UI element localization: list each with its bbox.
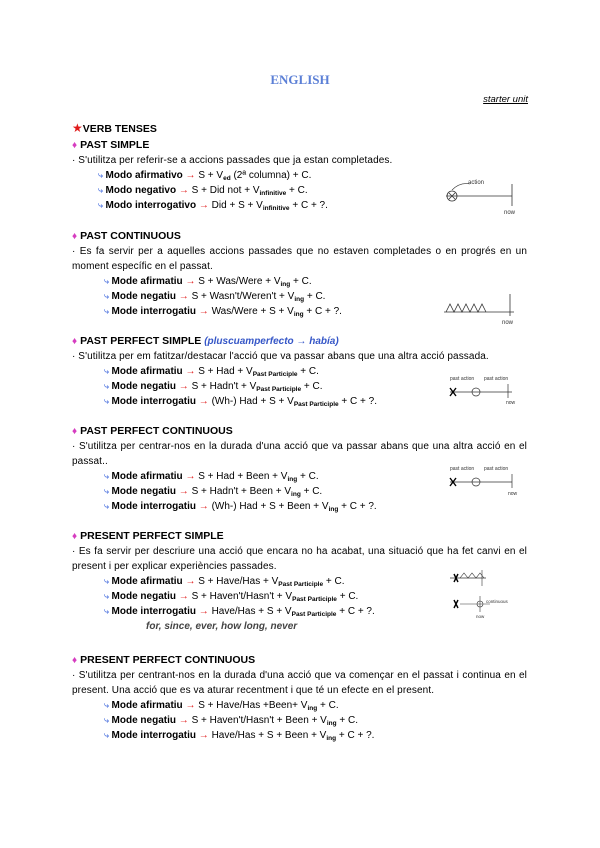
past-action-label: past action bbox=[450, 376, 475, 382]
formula-text: + C. bbox=[290, 276, 312, 287]
formula-text: + C. bbox=[297, 366, 319, 377]
section-note: (pluscuamperfecto → había) bbox=[204, 336, 339, 347]
hook-arrow-icon: ⤷ bbox=[104, 606, 112, 616]
formula-text: + C + ?. bbox=[336, 606, 375, 617]
mode-label: Modo negativo bbox=[105, 185, 177, 196]
formula-text: S + Did not + V bbox=[191, 185, 260, 196]
arrow-right-icon: → bbox=[196, 200, 212, 211]
verb-form-subscript: infinitive bbox=[262, 205, 290, 212]
section-description: · Es fa servir per descriure una acció que encara no ha acabat, una situació que ha fet canvi en el present i per explicar experiències passades. bbox=[72, 546, 527, 572]
formula-text: + C. bbox=[304, 291, 326, 302]
verb-form-subscript: ed bbox=[223, 175, 231, 182]
hook-arrow-icon: ⤷ bbox=[104, 715, 112, 725]
diamond-icon: ♦ bbox=[72, 336, 78, 347]
formula-text: + C + ?. bbox=[338, 501, 377, 512]
hook-arrow-icon: ⤷ bbox=[104, 591, 112, 601]
arrow-right-icon: → bbox=[182, 366, 199, 377]
formula-text: + C + ?. bbox=[289, 200, 328, 211]
past-perfect-simple-diagram bbox=[446, 366, 526, 408]
formula-text: + C. bbox=[297, 471, 319, 482]
formula-text: (2ª columna) + C. bbox=[230, 170, 312, 181]
arrow-right-icon: → bbox=[176, 486, 192, 497]
hook-arrow-icon: ⤷ bbox=[104, 276, 112, 286]
section-description: · S'utilitza per centrar-nos en la durada d'una acció que va passar abans que una altra acció en el passat.. bbox=[72, 441, 527, 467]
verb-form-subscript: Past Participle bbox=[278, 581, 324, 588]
arrow-right-icon: → bbox=[182, 700, 199, 711]
section-heading bbox=[72, 334, 527, 349]
mode-label: Mode interrogatiu bbox=[111, 730, 196, 741]
formula-text: + C. bbox=[286, 185, 308, 196]
action-label: action bbox=[468, 180, 485, 186]
mode-label: Mode negatiu bbox=[111, 486, 176, 497]
verb-form-subscript: ing bbox=[326, 720, 337, 727]
topic-heading bbox=[72, 121, 157, 135]
verb-form-subscript: ing bbox=[293, 311, 304, 318]
formula-text: S + V bbox=[198, 170, 224, 181]
time-expressions: for, since, ever, how long, never bbox=[146, 621, 298, 632]
now-label: now bbox=[502, 320, 514, 326]
document-title: ENGLISH bbox=[270, 72, 330, 87]
past-continuous-diagram bbox=[440, 286, 530, 330]
continuous-label: continuous bbox=[486, 599, 508, 604]
mode-label: Mode interrogatiu bbox=[111, 306, 196, 317]
diamond-icon: ♦ bbox=[72, 426, 78, 437]
verb-form-subscript: ing bbox=[287, 476, 298, 483]
formula-text: S + Wasn't/Weren't + V bbox=[191, 291, 295, 302]
section-heading bbox=[72, 424, 527, 439]
verb-form-subscript: ing bbox=[294, 296, 305, 303]
arrow-right-icon: → bbox=[176, 715, 192, 726]
mode-label: Mode afirmatiu bbox=[111, 276, 183, 287]
arrow-right-icon: → bbox=[182, 471, 199, 482]
arrow-right-icon: → bbox=[182, 170, 199, 181]
topic-label: VERB TENSES bbox=[82, 123, 157, 135]
diamond-icon: ♦ bbox=[72, 531, 78, 542]
section-title: PAST CONTINUOUS bbox=[80, 230, 181, 242]
section-heading bbox=[72, 529, 527, 544]
hook-arrow-icon: ⤷ bbox=[104, 306, 112, 316]
formula-text: S + Hadn't + V bbox=[191, 381, 257, 392]
hook-arrow-icon: ⤷ bbox=[104, 501, 112, 511]
formula-text: + C + ?. bbox=[336, 730, 375, 741]
hook-arrow-icon: ⤷ bbox=[104, 291, 112, 301]
modes-list bbox=[72, 698, 527, 743]
formula-text: (Wh-) Had + S + Been + V bbox=[211, 501, 329, 512]
formula-text: S + Hadn't + Been + V bbox=[191, 486, 292, 497]
arrow-right-icon: → bbox=[196, 396, 212, 407]
arrow-right-icon: → bbox=[196, 730, 212, 741]
mode-label: Mode interrogatiu bbox=[111, 606, 196, 617]
arrow-right-icon: → bbox=[196, 501, 212, 512]
formula-text: S + Was/Were + V bbox=[198, 276, 281, 287]
arrow-right-icon: → bbox=[196, 606, 212, 617]
verb-form-subscript: infinitive bbox=[259, 190, 287, 197]
section-description: · S'utilitza per centrant-nos en la durada d'una acció que va començar en el passat i continua en el present. Una acció que es va aturar recentment i que té un efecte en el present. bbox=[72, 670, 527, 696]
hook-arrow-icon: ⤷ bbox=[104, 381, 112, 391]
section-title: PAST PERFECT SIMPLE bbox=[80, 335, 202, 347]
section-heading bbox=[72, 138, 527, 153]
now-label: now bbox=[476, 614, 485, 619]
verb-form-subscript: ing bbox=[326, 735, 337, 742]
diamond-icon: ♦ bbox=[72, 655, 78, 666]
formula-text: S + Haven't/Hasn't + V bbox=[191, 591, 293, 602]
mode-label: Mode afirmatiu bbox=[111, 700, 183, 711]
past-simple-timeline-diagram bbox=[440, 170, 530, 218]
formula-text: S + Have/Has + V bbox=[198, 576, 279, 587]
hook-arrow-icon: ⤷ bbox=[104, 730, 112, 740]
star-icon: ★ bbox=[72, 121, 83, 135]
mode-label: Mode interrogatiu bbox=[111, 501, 196, 512]
hook-arrow-icon: ⤷ bbox=[104, 576, 112, 586]
formula-text: + C. bbox=[301, 381, 323, 392]
hook-arrow-icon: ⤷ bbox=[104, 486, 112, 496]
formula-text: + C. bbox=[317, 700, 339, 711]
mode-label: Mode interrogatiu bbox=[111, 396, 196, 407]
section-heading bbox=[72, 229, 527, 244]
now-label: now bbox=[504, 210, 516, 216]
verb-form-subscript: Past Participle bbox=[292, 596, 337, 603]
verb-form-subscript: ing bbox=[307, 705, 318, 712]
formula-text: + C. bbox=[300, 486, 323, 497]
arrow-right-icon: → bbox=[176, 185, 192, 196]
hook-arrow-icon: ⤷ bbox=[104, 396, 112, 406]
formula-text: + C. bbox=[336, 591, 359, 602]
formula-text: S + Have/Has +Been+ V bbox=[198, 700, 308, 711]
arrow-right-icon: → bbox=[176, 591, 192, 602]
past-action-label: past action bbox=[484, 466, 509, 472]
formula-text: + C. bbox=[323, 576, 345, 587]
mode-line bbox=[72, 713, 527, 728]
formula-text: + C. bbox=[336, 715, 359, 726]
section-title: PRESENT PERFECT CONTINUOUS bbox=[80, 654, 256, 666]
formula-text: Did + S + V bbox=[211, 200, 263, 211]
mode-line bbox=[72, 698, 527, 713]
hook-arrow-icon: ⤷ bbox=[104, 700, 112, 710]
formula-text: + C + ?. bbox=[303, 306, 342, 317]
arrow-right-icon: → bbox=[182, 576, 199, 587]
section-description: · S'utilitza per referir-se a accions passades que ja estan completades. bbox=[72, 155, 393, 166]
verb-form-subscript: ing bbox=[328, 506, 339, 513]
formula-text: S + Haven't/Hasn't + Been + V bbox=[191, 715, 327, 726]
mode-label: Modo afirmativo bbox=[105, 170, 183, 181]
mode-line bbox=[72, 728, 527, 743]
present-perfect-simple-diagram bbox=[446, 568, 526, 620]
now-label: now bbox=[508, 491, 518, 497]
section-title: PAST PERFECT CONTINUOUS bbox=[80, 425, 233, 437]
hook-arrow-icon: ⤷ bbox=[98, 200, 106, 210]
verb-form-subscript: Past Participle bbox=[291, 611, 337, 618]
hook-arrow-icon: ⤷ bbox=[98, 185, 106, 195]
arrow-right-icon: → bbox=[176, 291, 192, 302]
now-label: now bbox=[506, 400, 516, 406]
mode-label: Mode negatiu bbox=[111, 291, 176, 302]
mode-label: Mode negatiu bbox=[111, 381, 176, 392]
verb-form-subscript: ing bbox=[291, 491, 301, 498]
mode-label: Mode afirmatiu bbox=[111, 471, 183, 482]
mode-label: Mode negatiu bbox=[111, 591, 176, 602]
arrow-right-icon: → bbox=[196, 306, 212, 317]
past-perfect-continuous-diagram bbox=[446, 458, 526, 500]
diamond-icon: ♦ bbox=[72, 231, 78, 242]
formula-text: Have/Has + S + V bbox=[211, 606, 292, 617]
verb-form-subscript: ing bbox=[280, 281, 291, 288]
past-action-label: past action bbox=[484, 376, 509, 382]
formula-text: (Wh-) Had + S + V bbox=[211, 396, 294, 407]
section-description: · S'utilitza per em fatitzar/destacar l'acció que va passar abans que una altra acció passada. bbox=[72, 351, 489, 362]
formula-text: S + Had + Been + V bbox=[198, 471, 288, 482]
section-heading bbox=[72, 653, 527, 668]
unit-label: starter unit bbox=[483, 94, 528, 105]
arrow-right-icon: → bbox=[176, 381, 192, 392]
verb-form-subscript: Past Participle bbox=[252, 371, 298, 378]
formula-text: Have/Has + S + Been + V bbox=[211, 730, 327, 741]
mode-line bbox=[72, 499, 527, 514]
mode-label: Mode afirmatiu bbox=[111, 366, 183, 377]
mode-label: Mode afirmatiu bbox=[111, 576, 183, 587]
mode-label: Modo interrogativo bbox=[105, 200, 197, 211]
section-title: PRESENT PERFECT SIMPLE bbox=[80, 530, 224, 542]
hook-arrow-icon: ⤷ bbox=[98, 170, 106, 180]
hook-arrow-icon: ⤷ bbox=[104, 366, 112, 376]
mode-label: Mode negatiu bbox=[111, 715, 176, 726]
past-action-label: past action bbox=[450, 466, 475, 472]
hook-arrow-icon: ⤷ bbox=[104, 471, 112, 481]
formula-text: + C + ?. bbox=[338, 396, 377, 407]
verb-form-subscript: Past Participle bbox=[293, 401, 339, 408]
arrow-right-icon: → bbox=[182, 276, 199, 287]
formula-text: S + Had + V bbox=[198, 366, 253, 377]
section-title: PAST SIMPLE bbox=[80, 139, 150, 151]
verb-form-subscript: Past Participle bbox=[256, 386, 302, 393]
diamond-icon: ♦ bbox=[72, 140, 78, 151]
formula-text: Was/Were + S + V bbox=[211, 306, 294, 317]
section-description: · Es fa servir per a aquelles accions passades que no estaven completades o en progrés en un moment específic en el passat. bbox=[72, 246, 527, 272]
section-present-perfect-continuous bbox=[72, 653, 527, 743]
